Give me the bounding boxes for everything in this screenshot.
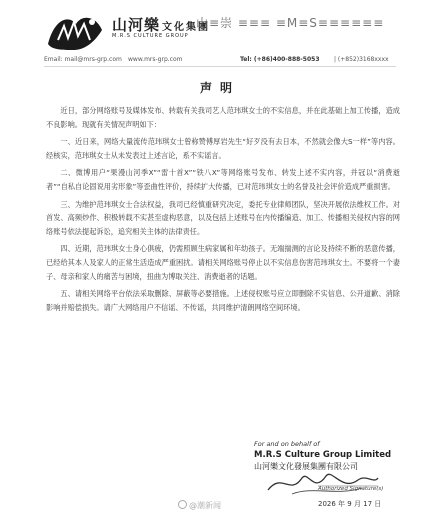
fax-text: | (+852)3168xxxx bbox=[334, 56, 389, 63]
document-body bbox=[46, 104, 400, 318]
letterhead-decoration: 山≡崇 ≡≡≡ ≡M≡S≡≡≡≡≡≡ bbox=[196, 16, 385, 30]
paragraph-3: 三、为维护范玮琪女士合法权益，我司已经慎重研究决定，委托专业律师团队，坚决开展依法维权工作。对首发、高频炒作、积极转载不实甚至虚构恶意，以及包括上述账号在内传播编造、加工、传播相关侵权内容的网络账号依法提起诉讼，追究相关主体的法律责任。 bbox=[46, 199, 400, 236]
weibo-icon bbox=[178, 500, 187, 509]
signature-date: 2026 年 9 月 17 日 bbox=[318, 500, 382, 508]
letterhead-divider bbox=[44, 66, 396, 67]
authorized-signature-label: Authorized Signature(s) bbox=[318, 486, 384, 492]
paragraph-5: 五、请相关网络平台依法采取删除、屏蔽等必要措施。上述侵权账号应立即删除不实信息、公开道歉、消除影响并赔偿损失。请广大网络用户不信谣、不传谣，共同维护清朗网络空间环境。 bbox=[46, 289, 400, 312]
company-name-en: M.R.S Culture Group Limited bbox=[254, 450, 392, 460]
brand-name-sub: 文化集團 bbox=[162, 22, 211, 33]
paragraph-1: 一、近日来，网络大量流传范玮琪女士曾称赞傅厚岩先生“好歹没有去日本，不然就会像大S一样”等内容。经核实，范玮琪女士从未发表过上述言论，系不实谣言。 bbox=[46, 137, 400, 160]
company-name-cn: 山河樂文化發展集團有限公司 bbox=[254, 462, 358, 471]
document-title: 声明 bbox=[199, 81, 240, 95]
handwritten-signature-icon bbox=[262, 466, 382, 500]
brand-logo-icon bbox=[44, 10, 106, 54]
tel-text: Tel: (+86)400-888-5053 bbox=[240, 56, 320, 63]
for-and-on-behalf: For and on behalf of bbox=[254, 440, 320, 448]
paragraph-4: 四、近期，范玮琪女士身心俱疲，仍需照顾生病家属和年幼孩子。无端揣测的言论及持续不断的恶意传播，已经给其本人及家人的正常生活造成严重困扰。请相关网络账号停止以不实信息伤害范玮琪女士。不要将一个妻子、母亲和家人的痛苦与困境，扭曲为博取关注、消费逝者的话题。 bbox=[46, 244, 400, 281]
source-watermark bbox=[178, 500, 221, 511]
paragraph-intro: 近日，部分网络账号及媒体发布、转载有关我司艺人范玮琪女士的不实信息，并在此基础上加工传播，造成不良影响。现就有关情况声明如下： bbox=[46, 106, 400, 129]
email-text: Email: mail@mrs-grp.com bbox=[44, 56, 122, 63]
watermark-text: @潮新闻 bbox=[189, 501, 221, 510]
brand-name-en: M.R.S CULTURE GROUP bbox=[112, 33, 189, 39]
website-text: www.mrs-grp.com bbox=[128, 56, 183, 63]
letterhead bbox=[0, 0, 440, 66]
paragraph-2: 二、微博用户“果漫山河季X”“雷十首X”“铁八X”等网络账号发布、转发上述不实内容，并冠以“消费逝者”“自私自论固说用劣形象”等歪曲性评价，持续扩大传播，已对范玮琪女士的名誉及社会评价造成严重损害。 bbox=[46, 168, 400, 191]
contact-line bbox=[44, 56, 389, 63]
brand-name-main: 山河樂 bbox=[112, 16, 161, 34]
